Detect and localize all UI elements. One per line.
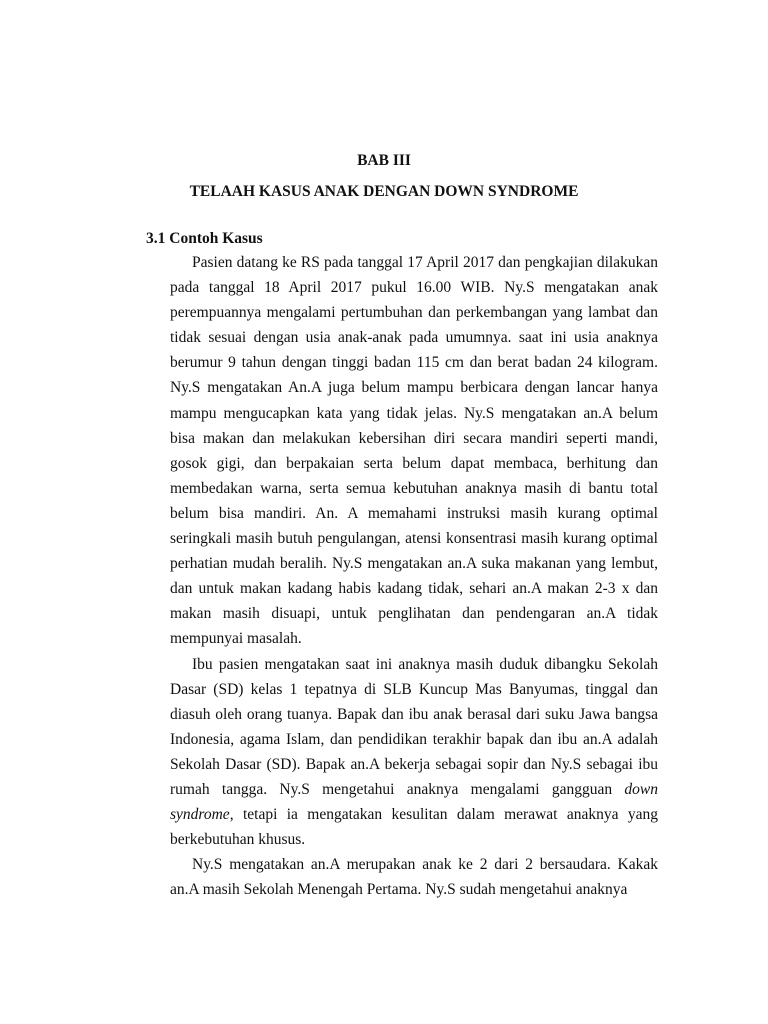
paragraph-case-history: Pasien datang ke RS pada tanggal 17 April 2017 dan pengkajian dilakukan pada tanggal 18 April 2017 pukul 16.00 WIB. Ny.S mengatakan anak perempuannya mengalami pertumbuhan dan perkembangan yang lambat dan tidak sesuai dengan usia anak-anak pada umumnya. saat ini usia anaknya berumur 9 tahun dengan tinggi badan 115 cm dan berat badan 24 kilogram. Ny.S mengatakan An.A juga belum mampu berbicara dengan lancar hanya mampu mengucapkan kata yang tidak jelas. Ny.S mengatakan an.A belum bisa makan dan melakukan kebersihan diri secara mandiri seperti mandi, gosok gigi, dan berpakaian serta belum dapat membaca, berhitung dan membedakan warna, serta semua kebutuhan anaknya masih di bantu total belum bisa mandiri. An. A memahami instruksi masih kurang optimal seringkali masih butuh pengulangan, atensi konsentrasi masih kurang optimal perhatian mudah beralih. Ny.S mengatakan an.A suka makanan yang lembut, dan untuk makan kadang habis kadang tidak, sehari an.A makan 2-3 x dan makan masih disuapi, untuk penglihatan dan pendengaran an.A tidak mempunyai masalah. [170, 254, 658, 648]
emphasis-term: down syndrome [170, 780, 658, 824]
paragraph-family-background [170, 652, 658, 853]
section-heading: 3.1 Contoh Kasus [146, 230, 263, 247]
paragraph-text-after: , tetapi ia mengatakan kesulitan dalam merawat anaknya yang berkebutuhan khusus. [170, 806, 658, 849]
paragraph-siblings: Ny.S mengatakan an.A merupakan anak ke 2 dari 2 bersaudara. Kakak an.A masih Sekolah Menengah Pertama. Ny.S sudah mengetahui anaknya [170, 856, 658, 899]
chapter-title: BAB III [357, 152, 411, 169]
chapter-subtitle: TELAAH KASUS ANAK DENGAN DOWN SYNDROME [189, 183, 579, 200]
paragraph-text-before: Ibu pasien mengatakan saat ini anaknya masih duduk dibangku Sekolah Dasar (SD) kelas 1 tepatnya di SLB Kuncup Mas Banyumas, tinggal dan diasuh oleh orang tuanya. Bapak dan ibu anak berasal dari suku Jawa bangsa Indonesia, agama Islam, dan pendidikan terakhir bapak dan ibu an.A adalah Sekolah Dasar (SD). Bapak an.A bekerja sebagai sopir dan Ny.S sebagai ibu rumah tangga. Ny.S mengetahui anaknya mengalami gangguan [170, 655, 658, 798]
body-text [170, 250, 658, 902]
